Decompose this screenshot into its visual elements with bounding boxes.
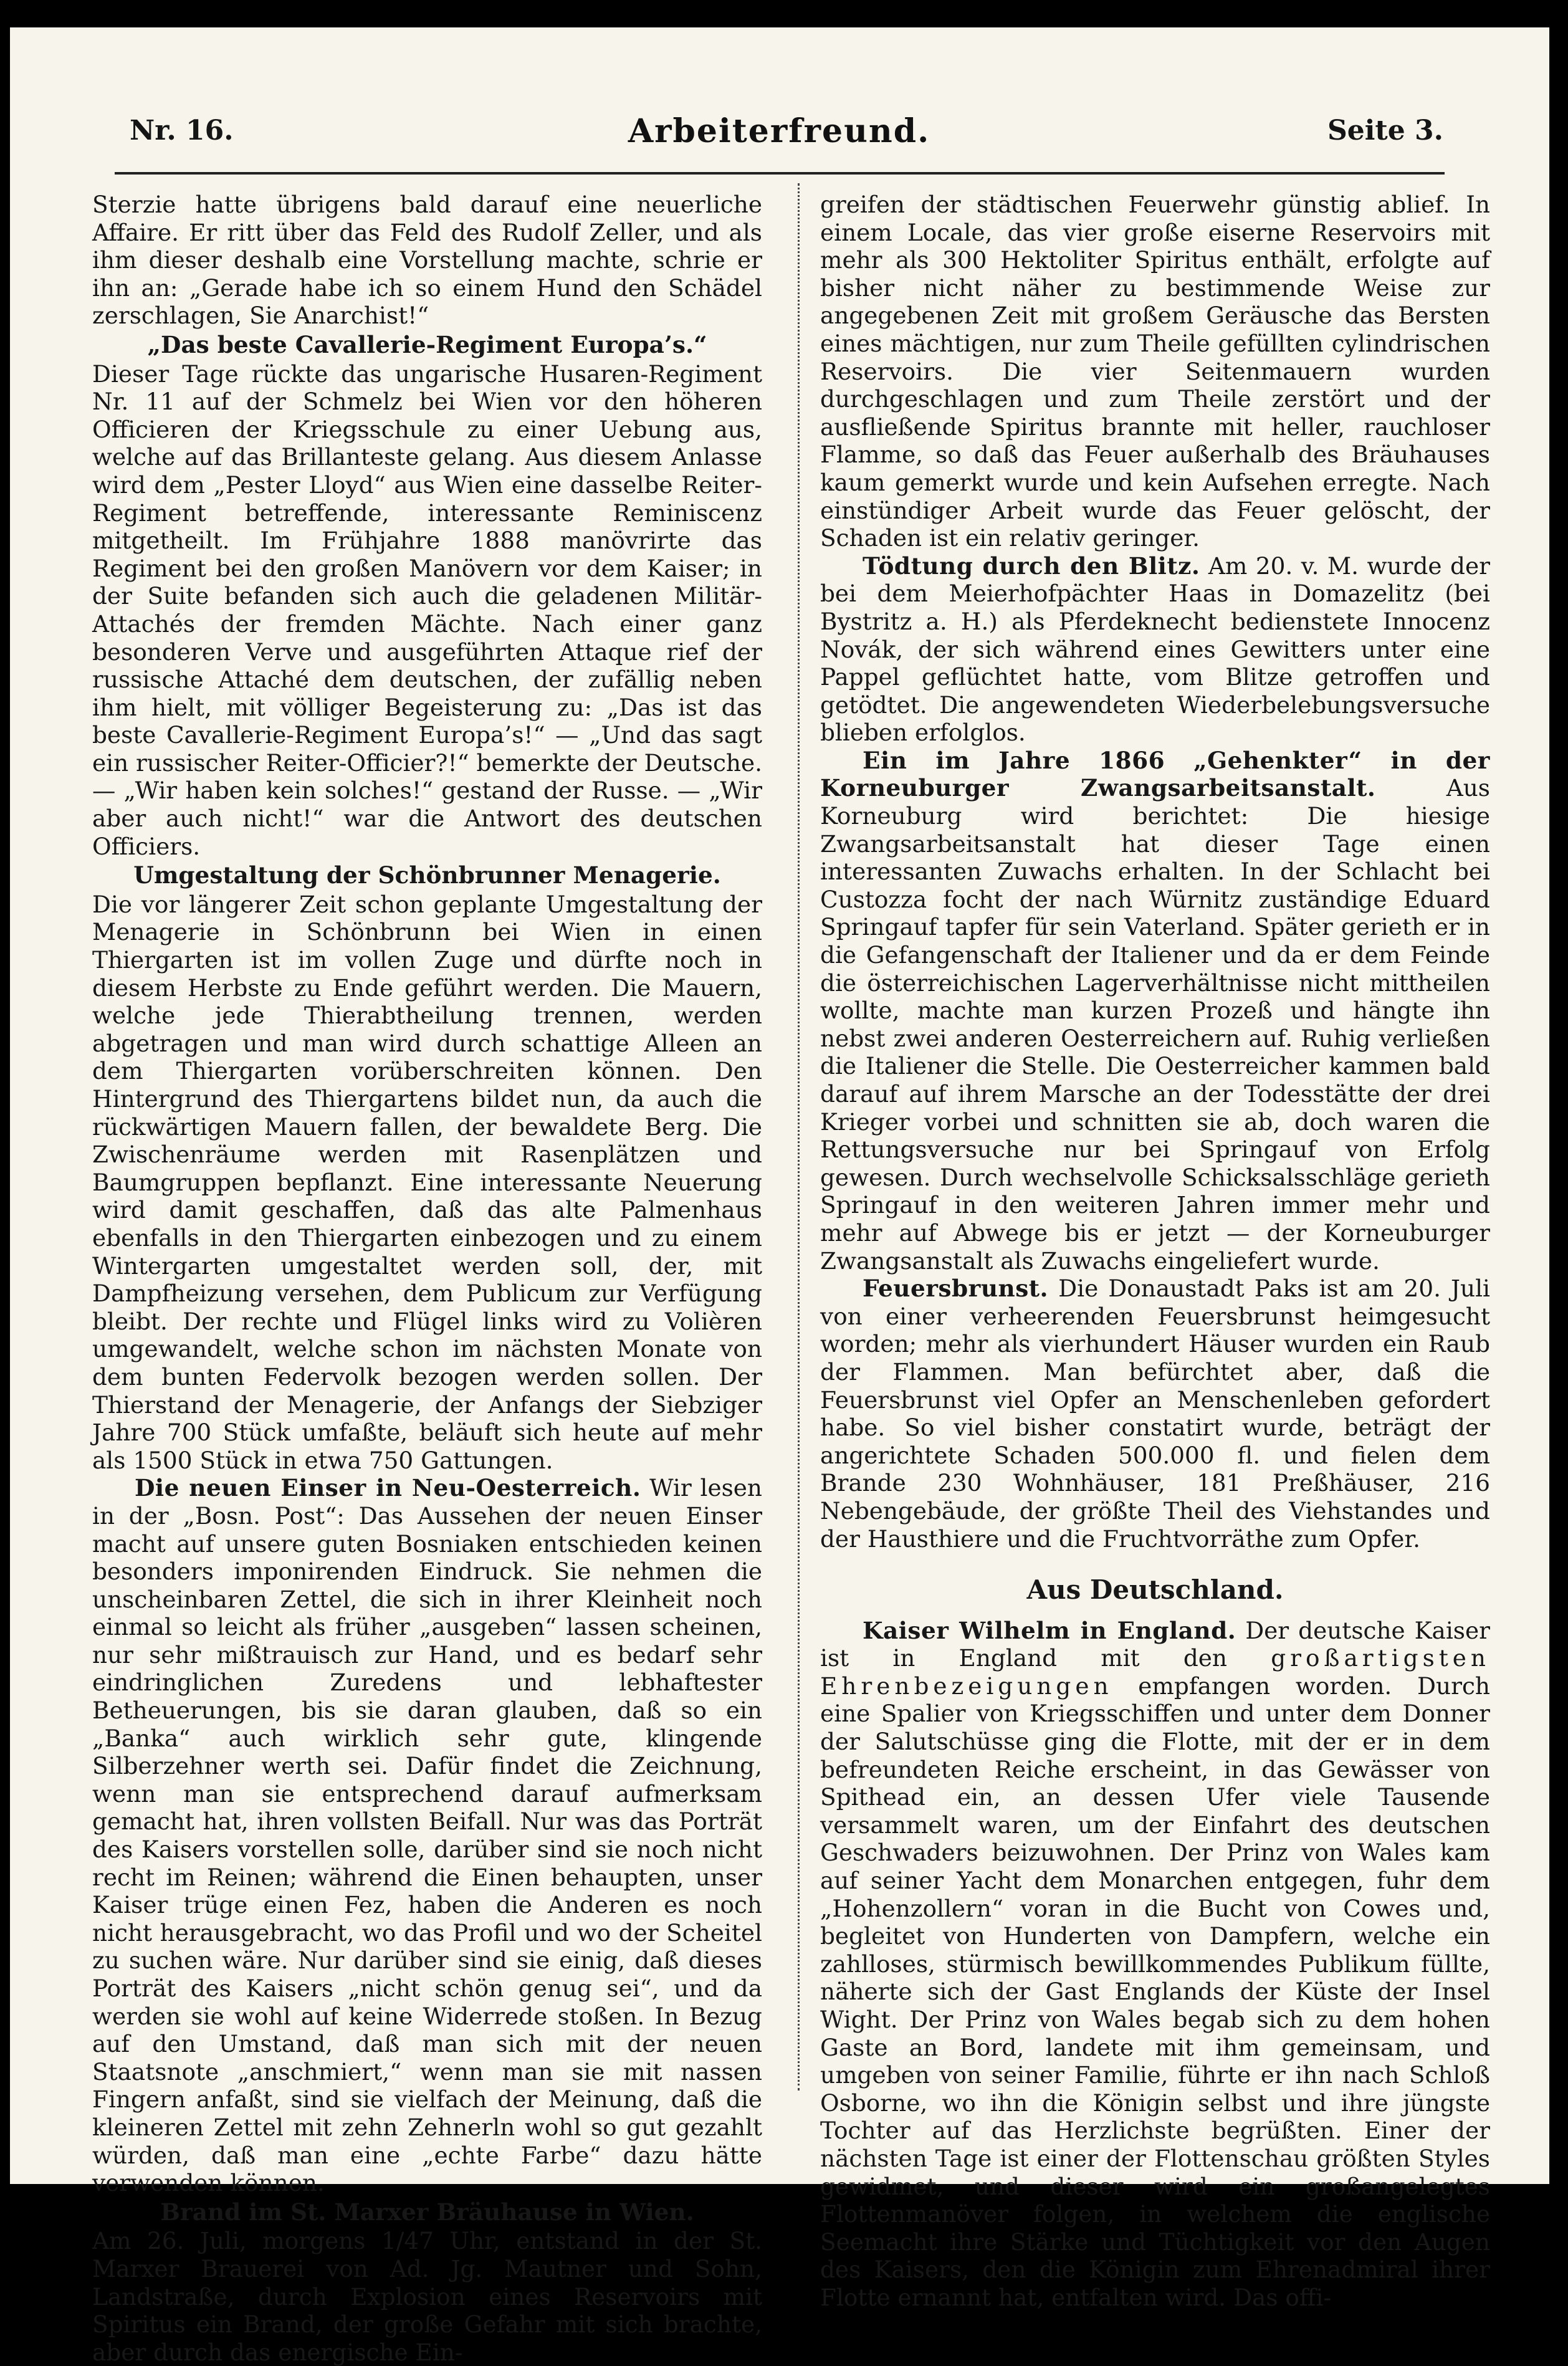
- article-feuersbrunst: [820, 1275, 1490, 1553]
- spaced-phrase: großartigsten Ehrenbezeigungen: [820, 1644, 1490, 1700]
- left-column: [92, 191, 762, 2366]
- article-text-blitz: Am 20. v. M. wurde der bei dem Meierhofpächter Haas in Domazelitz (bei Bystritz a. H.) als Pferdeknecht bedienstete Innocenz Novák, der sich während eines Gewitters unter eine Pappel geflüchtet hatte, vom Blitze getroffen und getödtet. Die angewendeten Wiederbelebungsversuche blieben erfolglos.: [820, 552, 1490, 747]
- section-heading-deutschland: Aus Deutschland.: [1026, 1574, 1284, 1606]
- article-heading-einser: Die neuen Einser in Neu-Oesterreich.: [135, 1474, 641, 1502]
- article-text-einser: Wir lesen in der „Bosn. Post“: Das Aussehen der neuen Einser macht auf unsere guten Bosniaken entschieden keinen besonders imponirenden Eindruck. Sie nehmen die unscheinbaren Zettel, die sich in ihrer Kleinheit noch einmal so leicht als früher „ausgeben“ lassen scheinen, nur sehr mißtrauisch zur Hand, und es bedarf sehr eindringlichen Zuredens und lebhaftester Betheuerungen, bis sie daran glauben, daß so ein „Banka“ auch wirklich sehr gute, klingende Silberzehner werth sei. Dafür findet die Zeichnung, wenn man sie entsprechend darauf aufmerksam gemacht hat, ihren vollsten Beifall. Nur was das Porträt des Kaisers vorstellen solle, darüber sind sie noch nicht recht im Reinen; während die Einen behaupten, unser Kaiser trüge einen Fez, haben die Anderen es noch nicht herausgebracht, wo das Profil und wo der Scheitel zu suchen wäre. Nur darüber sind sie einig, daß dieses Porträt des Kaisers „nicht schön genug sei“, und da werden sie wohl auf keine Widerrede stoßen. In Bezug auf den Umstand, daß man sich mit der neuen Staatsnote „anschmiert,“ wenn man sie mit nassen Fingern anfaßt, sind sie vielfach der Meinung, daß die kleineren Zettel mit zehn Zehnerln wohl so gut gezahlt würden, daß man eine „echte Farbe“ dazu hätte verwenden können.: [92, 1474, 762, 2197]
- article-wilhelm: [820, 1617, 1490, 2312]
- article-text-brand: Am 26. Juli, morgens 1/47 Uhr, entstand in der St. Marxer Brauerei von Ad. Jg. Mautner und Sohn, Landstraße, durch Explosion eines Reservoirs mit Spiritus ein Brand, der große Gefahr mit sich brachte, aber durch das energische Ein-: [92, 2227, 762, 2366]
- article-text-menagerie: Die vor längerer Zeit schon geplante Umgestaltung der Menagerie in Schönbrunn bei Wien in einen Thiergarten ist im vollen Zuge und dürfte noch in diesem Herbste zu Ende geführt werden. Die Mauern, welche jede Thierabtheilung trennen, werden abgetragen und man wird durch schattige Alleen an dem Thiergarten vorüberschreiten können. Den Hintergrund des Thiergartens bildet nun, da auch die rückwärtigen Mauern fallen, der bewaldete Berg. Die Zwischenräume werden mit Rasenplätzen und Baumgruppen bepflanzt. Eine interessante Neuerung wird damit geschaffen, daß das alte Palmenhaus ebenfalls in den Thiergarten einbezogen und zu einem Wintergarten umgestaltet werden soll, der, mit Dampfheizung versehen, dem Publicum zur Verfügung bleibt. Der rechte und Flügel links wird zu Volièren umgewandelt, welche schon im nächsten Monate von dem bunten Federvolk bezogen werden sollen. Der Thierstand der Menagerie, der Anfangs der Siebziger Jahre 700 Stück umfaßte, beläuft sich heute auf mehr als 1500 Stück in etwa 750 Gattungen.: [92, 890, 762, 1474]
- header-rule: [115, 172, 1445, 175]
- article-heading-cavallerie: „Das beste Cavallerie-Regiment Europa’s.“: [147, 330, 707, 358]
- article-text-gehenkter: Aus Korneuburg wird berichtet: Die hiesige Zwangsarbeitsanstalt hat dieser Tage einen interessanten Zuwachs erhalten. In der Schlacht bei Custozza focht der nach Würnitz zuständige Eduard Springauf tapfer für sein Vaterland. Später gerieth er in die Gefangenschaft der Italiener und da er dem Feinde die österreichischen Lagerverhältnisse nicht mittheilen wollte, machte man kurzen Prozeß und hängte ihn nebst zwei anderen Oesterreichern auf. Ruhig verließen die Italiener die Stelle. Die Oesterreicher kammen bald darauf auf ihrem Marsche an der Todesstätte der drei Krieger vorbei und schnitten sie ab, doch waren die Rettungsversuche nur bei Springauf von Erfolg gewesen. Durch wechselvolle Schicksalsschläge gerieth Springauf in den weiteren Jahren immer mehr und mehr auf Abwege bis er jetzt — der Korneuburger Zwangsanstalt als Zuwachs eingeliefert wurde.: [820, 774, 1490, 1275]
- article-heading-wilhelm: Kaiser Wilhelm in England.: [863, 1616, 1236, 1644]
- article-text-wilhelm-a: Der deutsche Kaiser ist in England mit den: [820, 1616, 1490, 1672]
- newspaper-title: Arbeiterfreund.: [628, 112, 930, 150]
- issue-number: Nr. 16.: [130, 115, 234, 146]
- column-divider: [798, 183, 800, 2091]
- article-heading-menagerie: Umgestaltung der Schönbrunner Menagerie.: [133, 861, 721, 889]
- article-einser: [92, 1474, 762, 2196]
- article-heading-feuersbrunst: Feuersbrunst.: [863, 1275, 1049, 1303]
- right-column: [820, 191, 1491, 2311]
- page-number: Seite 3.: [1327, 115, 1443, 146]
- page-header: [115, 112, 1443, 177]
- article-heading-blitz: Tödtung durch den Blitz.: [863, 552, 1200, 580]
- article-heading-brand: Brand im St. Marxer Bräuhause in Wien.: [160, 2198, 694, 2226]
- intro-text: Sterzie hatte übrigens bald darauf eine neuerliche Affaire. Er ritt über das Feld des Rudolf Zeller, und als ihm dieser deshalb eine Vorstellung machte, schrie er ihn an: „Gerade habe ich so einem Hund den Schädel zerschlagen, Sie Anarchist!“: [92, 191, 762, 330]
- article-heading-gehenkter: Ein im Jahre 1866 „Gehenkter“ in der Korneuburger Zwangsarbeitsanstalt.: [820, 746, 1490, 802]
- article-gehenkter: [820, 747, 1490, 1275]
- article-text-wilhelm-b: empfangen worden. Durch eine Spalier von Kriegsschiffen und unter dem Donner der Salutschüsse ging die Flotte, mit der er in dem befreundeten Reiche erscheint, in das Gewässer von Spithead ein, an dessen Ufer viele Tausende versammelt waren, um der Einfahrt des deutschen Geschwaders beizuwohnen. Der Prinz von Wales kam auf seiner Yacht dem Monarchen entgegen, fuhr dem „Hohenzollern“ voran in die Bucht von Cowes und, begleitet von Hunderten von Dampfern, welche ein zahlloses, stürmisch bewillkommendes Publikum füllte, näherte sich der Gast Englands der Küste der Insel Wight. Der Prinz von Wales begab sich zu dem hohen Gaste an Bord, landete mit ihm gemeinsam, und umgeben von seiner Familie, führte er ihn nach Schloß Osborne, wo ihn die Königin selbst und ihre jüngste Tochter auf das Herzlichste begrüßten. Einer der nächsten Tage ist einer der Flottenschau größten Styles gewidmet, und dieser wird ein großangelegtes Flottenmanöver folgen, in welchem die englische Seemacht ihre Stärke und Tüchtigkeit vor den Augen des Kaisers, den die Königin zum Ehrenadmiral ihrer Flotte ernannt hat, entfalten wird. Das offi-: [820, 1672, 1490, 2311]
- article-text-cavallerie: Dieser Tage rückte das ungarische Husaren-Regiment Nr. 11 auf der Schmelz bei Wien vor den höheren Officieren der Kriegsschule zu einer Uebung aus, welche auf das Brillanteste gelang. Aus diesem Anlasse wird dem „Pester Lloyd“ aus Wien eine dasselbe Reiter-Regiment betreffende, interessante Reminiscenz mitgetheilt. Im Frühjahre 1888 manövrirte das Regiment bei den großen Manövern vor dem Kaiser; in der Suite befanden sich auch die geladenen Militär-Attachés der fremden Mächte. Nach einer ganz besonderen Verve und ausgeführten Attaque rief der russische Attaché dem deutschen, der zufällig neben ihm hielt, mit völliger Begeisterung zu: „Das ist das beste Cavallerie-Regiment Europa’s!“ — „Und das sagt ein russischer Reiter-Officier?!“ bemerkte der Deutsche. — „Wir haben kein solches!“ gestand der Russe. — „Wir aber auch nicht!“ war die Antwort des deutschen Officiers.: [92, 360, 762, 860]
- continuation-text: greifen der städtischen Feuerwehr günstig ablief. In einem Locale, das vier große eiserne Reservoirs mit mehr als 300 Hektoliter Spiritus enthält, erfolgte auf bisher nicht näher zu bestimmende Weise zur angegebenen Zeit mit großem Geräusche das Bersten eines mächtigen, nur zum Theile gefüllten cylindrischen Reservoirs. Die vier Seitenmauern wurden durchgeschlagen und zum Theile zerstört und der ausfließende Spiritus brannte mit heller, rauchloser Flamme, so daß das Feuer außerhalb des Bräuhauses kaum gemerkt wurde und kein Aufsehen erregte. Nach einstündiger Arbeit wurde das Feuer gelöscht, der Schaden ist ein relativ geringer.: [820, 191, 1490, 552]
- newspaper-page: [10, 27, 1549, 2366]
- article-text-feuersbrunst: Die Donaustadt Paks ist am 20. Juli von einer verheerenden Feuersbrunst heimgesucht worden; mehr als vierhundert Häuser wurden ein Raub der Flammen. Man befürchtet aber, daß die Feuersbrunst viel Opfer an Menschenleben gefordert habe. So viel bisher constatirt wurde, beträgt der angerichtete Schaden 500.000 fl. und fielen dem Brande 230 Wohnhäuser, 181 Preßhäuser, 216 Nebengebäude, der größte Theil des Viehstandes und der Hausthiere und die Fruchtvorräthe zum Opfer.: [820, 1275, 1491, 1553]
- article-blitz: [820, 552, 1490, 747]
